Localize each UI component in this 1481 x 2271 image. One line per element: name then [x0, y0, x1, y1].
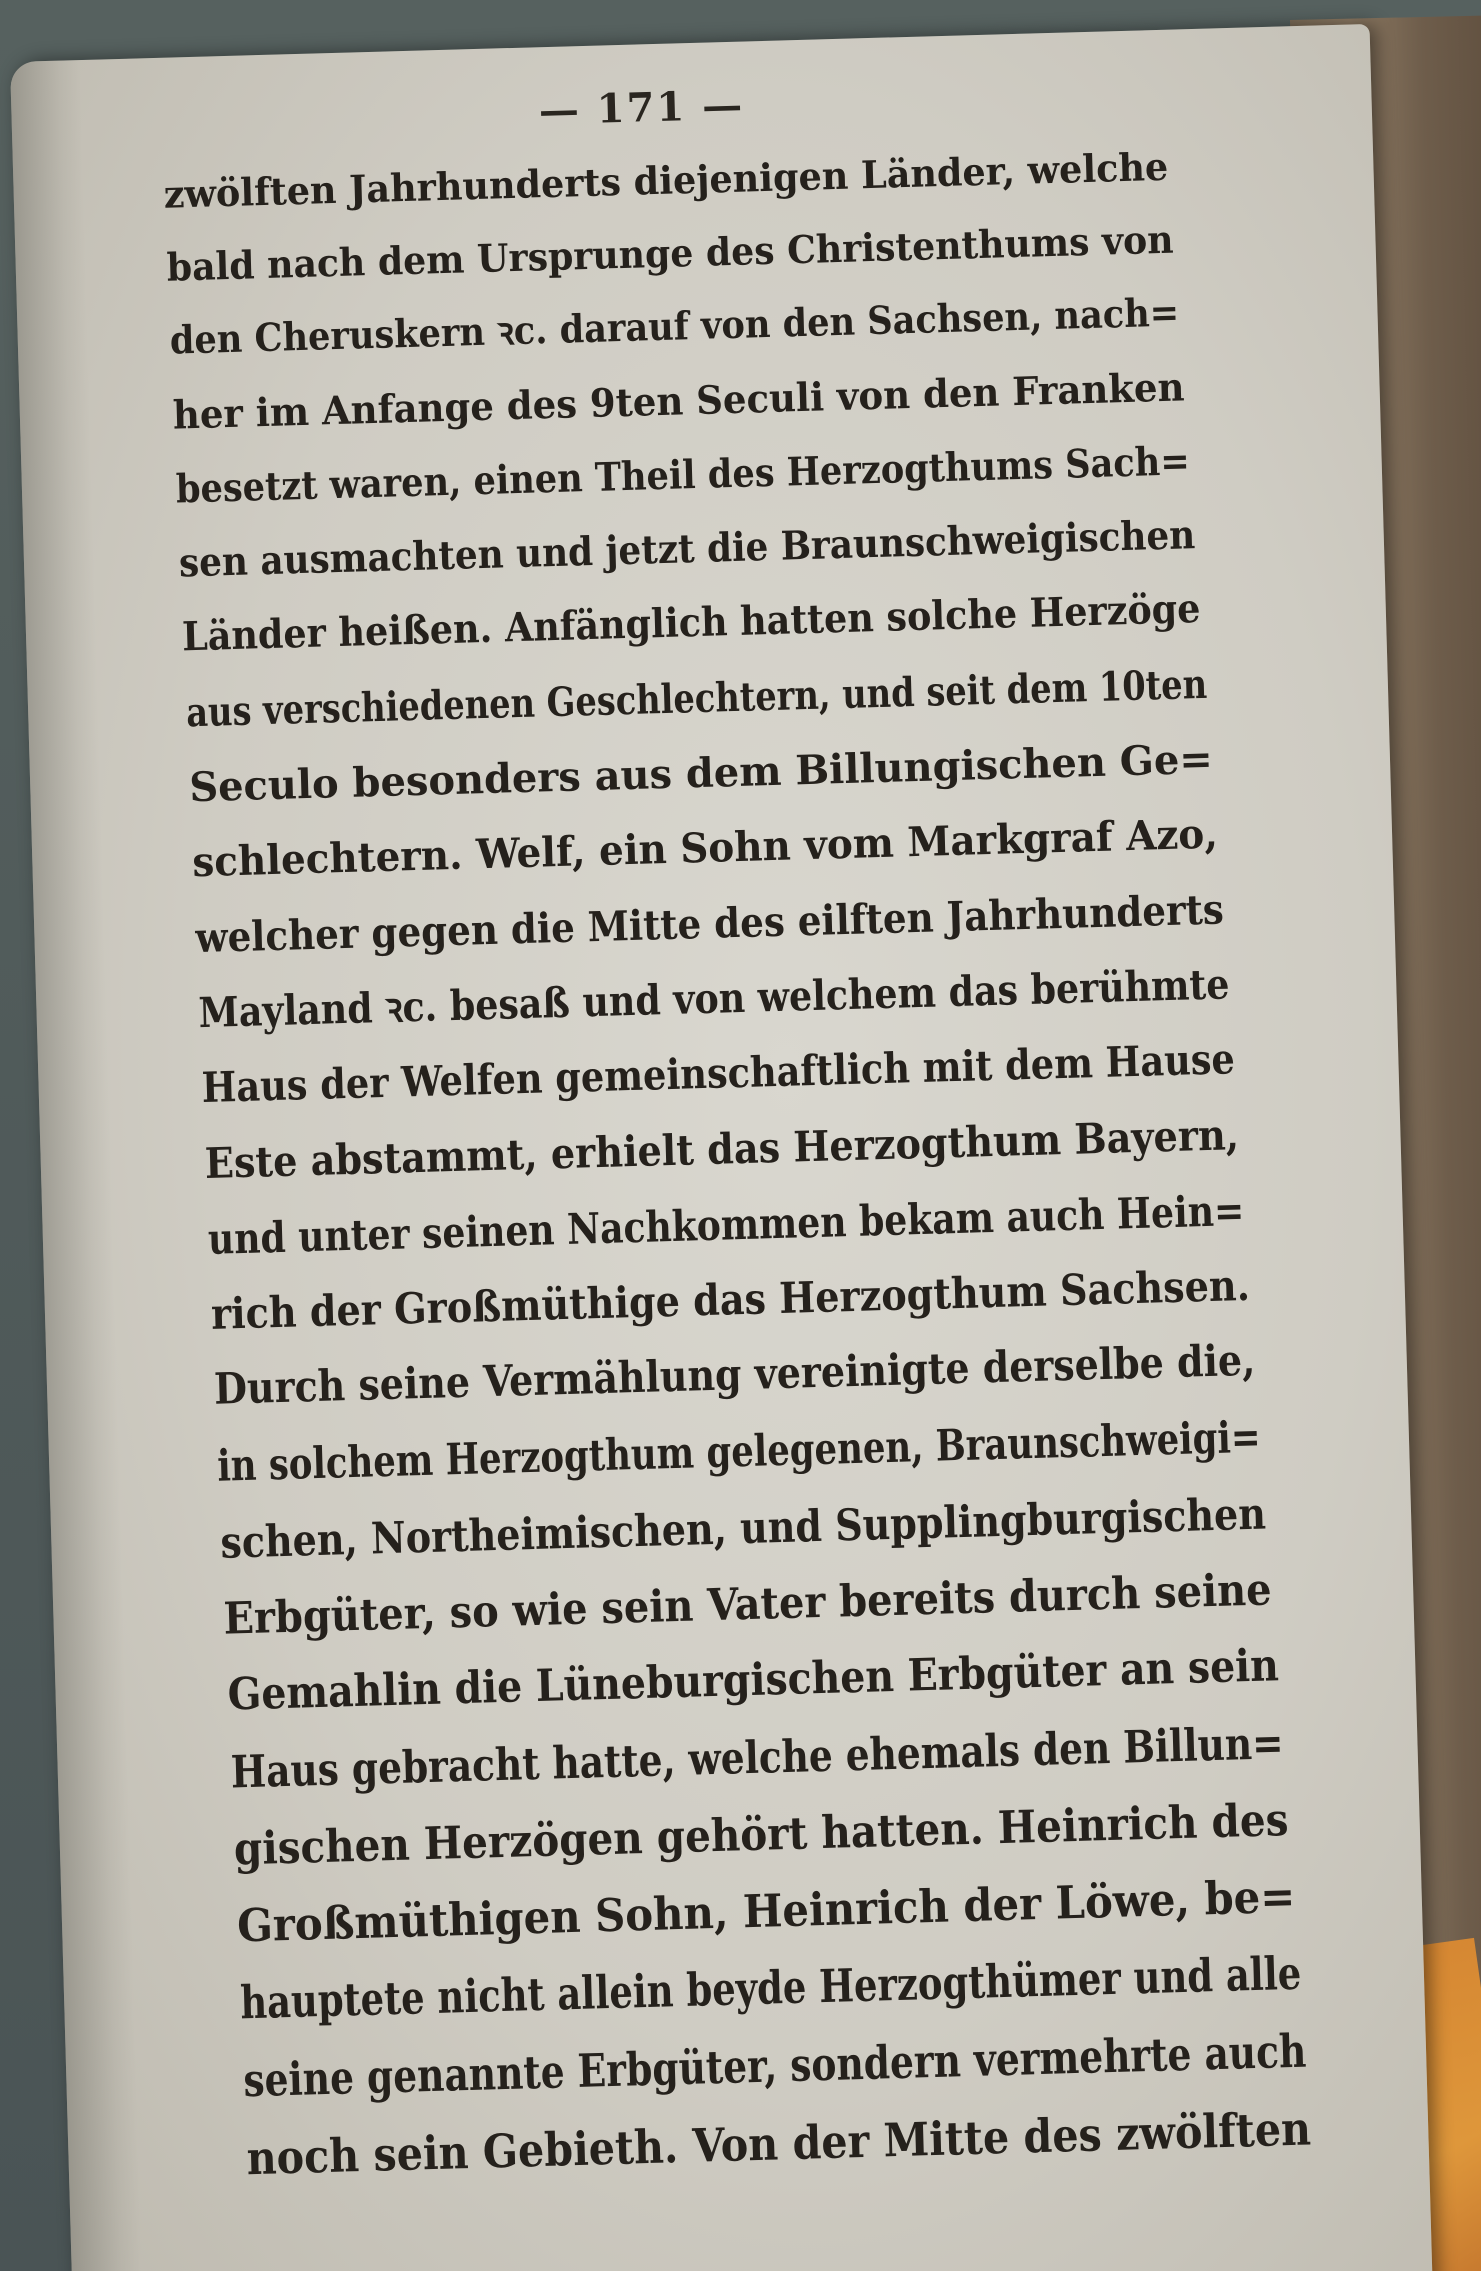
text-line: welcher gegen die Mitte des eilften Jahrhunderts — [194, 884, 1225, 963]
text-line: Haus der Welfen gemeinschaftlich mit dem Hause — [200, 1034, 1236, 1113]
page-gutter-shadow — [10, 60, 144, 2271]
page-number: — 171 — — [538, 81, 745, 135]
text-line: besetzt waren, einen Theil des Herzogthums Sach= — [175, 438, 1191, 513]
text-line: hauptete nicht allein beyde Herzogthümer und alle — [239, 1946, 1302, 2030]
text-line: Erbgüter, so wie sein Vater bereits durch seine — [223, 1564, 1273, 1645]
text-line: her im Anfange des 9ten Seculi von den Franken — [172, 364, 1186, 439]
text-line: Länder heißen. Anfänglich hatten solche Herzöge — [181, 586, 1202, 661]
text-line: noch sein Gebieth. Von der Mitte des zwölften — [245, 2101, 1312, 2186]
text-line: Durch seine Vermählung vereinigte derselbe die, — [213, 1336, 1257, 1416]
text-line: Este abstammt, erhielt das Herzogthum Bayern, — [204, 1109, 1240, 1188]
text-line: gischen Herzögen gehört hatten. Heinrich des — [232, 1792, 1289, 1875]
text-line: seine genannte Erbgüter, sondern vermehrte auch — [242, 2023, 1307, 2107]
text-line: aus verschiedenen Geschlechtern, und seit dem 10ten — [185, 660, 1208, 737]
text-line: Mayland ꝛc. besaß und von welchem das berühmte — [197, 959, 1230, 1038]
text-line: Großmüthigen Sohn, Heinrich der Löwe, be= — [236, 1870, 1296, 1953]
text-line: in solchem Herzogthum gelegenen, Braunschweigi= — [216, 1412, 1262, 1493]
text-line: bald nach dem Ursprunge des Christenthums von — [166, 217, 1175, 291]
text-line: und unter seinen Nachkommen bekam auch Hein= — [207, 1184, 1245, 1264]
text-line: den Cheruskern ꝛc. darauf von den Sachsen, nach= — [169, 290, 1180, 364]
text-line: Gemahlin die Lüneburgischen Erbgüter an sein — [226, 1640, 1279, 1721]
text-line: schen, Northeimischen, und Supplingburgischen — [220, 1488, 1267, 1569]
book-page — [10, 24, 1433, 2271]
text-line: schlechtern. Welf, ein Sohn vom Markgraf Azo, — [191, 809, 1219, 887]
text-line: Haus gebracht hatte, welche ehemals den Billun= — [229, 1716, 1284, 1799]
text-line: sen ausmachten und jetzt die Braunschweigischen — [178, 512, 1197, 587]
text-line: Seculo besonders aus dem Billungischen Ge= — [188, 735, 1213, 812]
text-line: zwölften Jahrhunderts diejenigen Länder, welche — [163, 143, 1169, 217]
page-text-block — [163, 141, 1393, 2186]
text-line: rich der Großmüthige das Herzogthum Sachsen. — [210, 1260, 1251, 1340]
